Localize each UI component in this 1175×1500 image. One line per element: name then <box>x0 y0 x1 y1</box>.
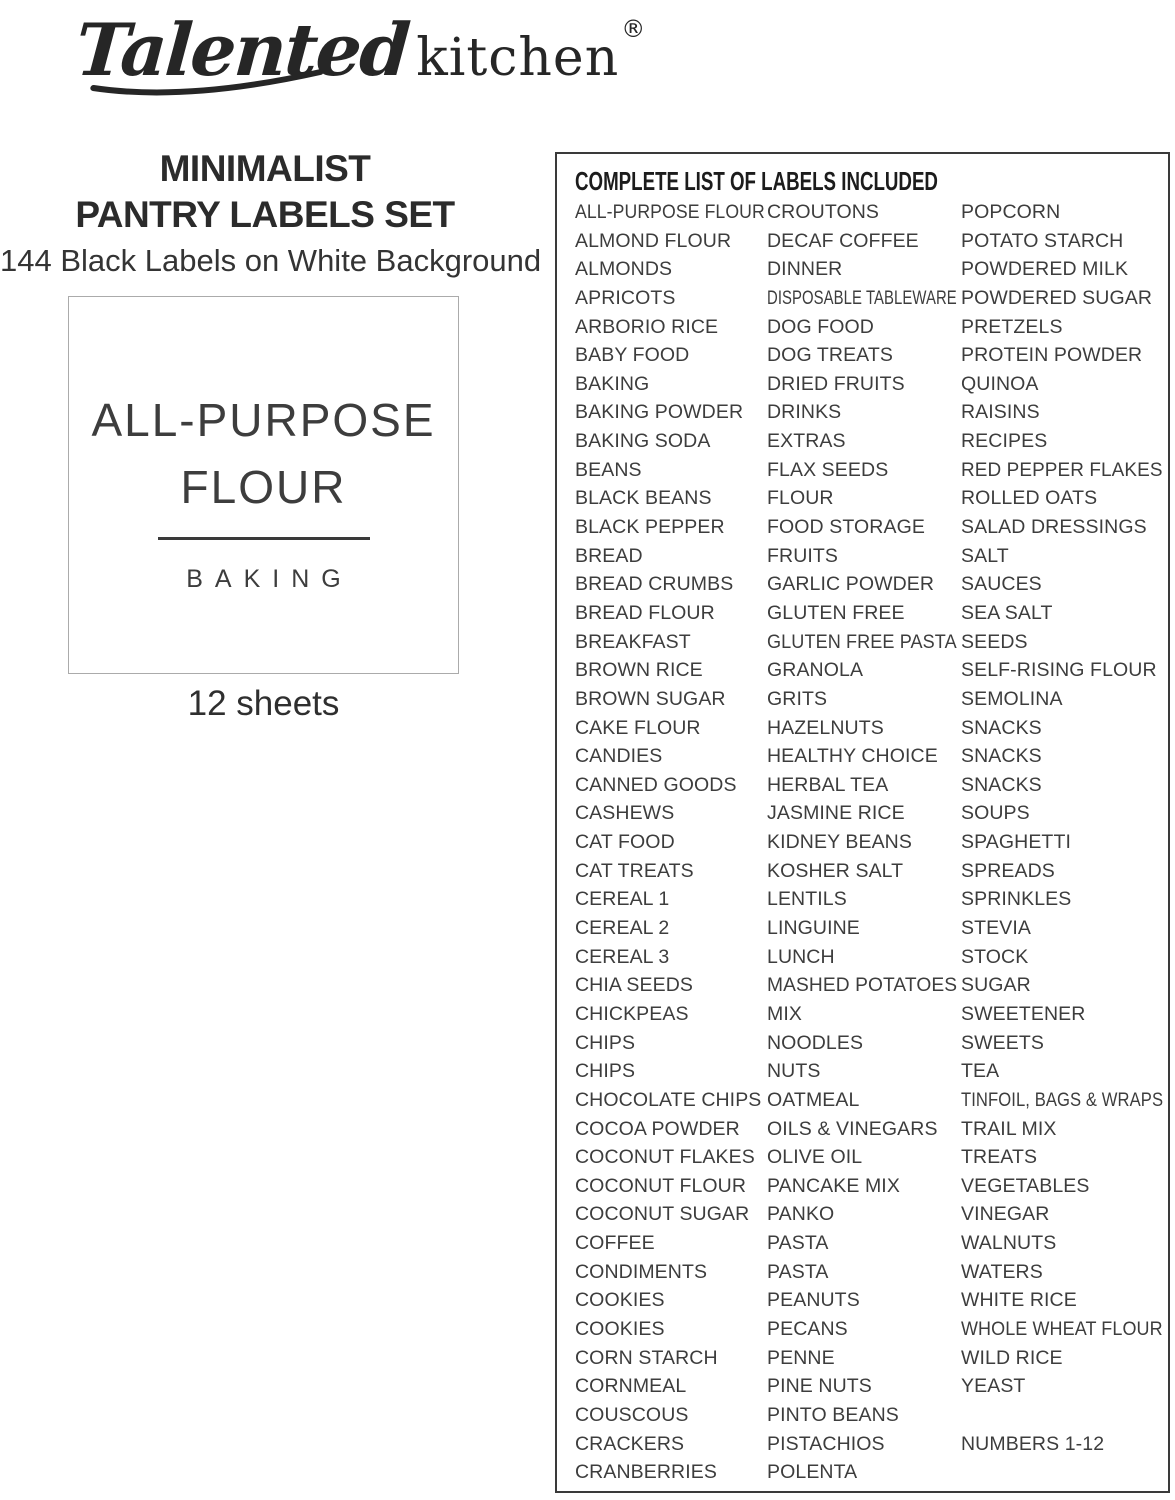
label-list-item: PEANUTS <box>767 1289 860 1312</box>
label-list-item: OATMEAL <box>767 1088 860 1111</box>
label-list-item: SEEDS <box>961 630 1028 653</box>
label-list-item: CHIPS <box>575 1031 636 1054</box>
product-heading <box>0 146 542 281</box>
label-list-item: VINEGAR <box>961 1203 1050 1226</box>
label-list-item: DINNER <box>767 258 843 281</box>
label-list-item: PINE NUTS <box>767 1375 872 1398</box>
label-list-item: HEALTHY CHOICE <box>767 745 938 768</box>
brand-logo <box>73 2 646 98</box>
label-list-item: GRITS <box>767 687 828 710</box>
label-list-item: BEANS <box>575 458 642 481</box>
label-list-item: CONDIMENTS <box>575 1260 708 1283</box>
label-list-item: PINTO BEANS <box>767 1403 899 1426</box>
label-list-item: COCOA POWDER <box>575 1117 740 1140</box>
label-list-item: OILS & VINEGARS <box>767 1117 938 1140</box>
label-list-item: BAKING SODA <box>575 430 711 453</box>
sample-label-preview <box>68 296 459 674</box>
label-list-item: SALT <box>961 544 1009 567</box>
label-list-item: LINGUINE <box>767 917 860 940</box>
label-list-item: SPRINKLES <box>961 888 1072 911</box>
label-list-item: PECANS <box>767 1317 848 1340</box>
label-list-item: BROWN RICE <box>575 659 703 682</box>
label-list-column <box>575 198 765 1487</box>
label-list-item: BAKING <box>575 372 650 395</box>
label-list-item: CORN STARCH <box>575 1346 718 1369</box>
label-list-item: BROWN SUGAR <box>575 687 726 710</box>
label-list-item: LUNCH <box>767 945 835 968</box>
brand-script-label: Talented <box>73 7 412 92</box>
label-list-item: CAT FOOD <box>575 831 675 854</box>
label-list-item: BREAD FLOUR <box>575 601 715 624</box>
label-list-item: SUGAR <box>961 974 1031 997</box>
label-list-item: CEREAL 1 <box>575 888 670 911</box>
label-list-item: WHOLE WHEAT FLOUR <box>961 1317 1163 1340</box>
label-list-item: MASHED POTATOES <box>767 974 958 997</box>
label-list-item: PENNE <box>767 1346 835 1369</box>
sample-label-line1: ALL-PURPOSE <box>91 394 436 446</box>
label-list-item: PISTACHIOS <box>767 1432 885 1455</box>
label-list-item: ALMONDS <box>575 258 673 281</box>
label-list-item: EXTRAS <box>767 430 846 453</box>
label-list-item: CEREAL 2 <box>575 917 670 940</box>
label-list-item: POWDERED MILK <box>961 258 1129 281</box>
label-list-item: DRIED FRUITS <box>767 372 905 395</box>
label-list-item <box>961 1401 1163 1430</box>
label-list-item: BAKING POWDER <box>575 401 744 424</box>
sample-label-line2: FLOUR <box>180 461 347 513</box>
label-list-item: DOG TREATS <box>767 344 893 367</box>
label-list-item: CHICKPEAS <box>575 1002 689 1025</box>
label-list-item: POLENTA <box>767 1461 858 1484</box>
label-list-item: PASTA <box>767 1232 829 1255</box>
label-list-item: CASHEWS <box>575 802 675 825</box>
label-list-item: GLUTEN FREE <box>767 601 905 624</box>
label-list-item: BLACK BEANS <box>575 487 712 510</box>
label-list-item: POTATO STARCH <box>961 229 1124 252</box>
brand-script-text <box>73 2 412 98</box>
label-list-item: WHITE RICE <box>961 1289 1077 1312</box>
label-list-item: DRINKS <box>767 401 842 424</box>
label-list-item: CANDIES <box>575 745 663 768</box>
product-title-line2: PANTRY LABELS SET <box>75 194 455 235</box>
label-list-item: CHIA SEEDS <box>575 974 694 997</box>
label-list-item: STEVIA <box>961 917 1031 940</box>
label-list-item: PRETZELS <box>961 315 1063 338</box>
label-list-item: QUINOA <box>961 372 1039 395</box>
label-list-item: SELF-RISING FLOUR <box>961 659 1157 682</box>
label-list-item: FLOUR <box>767 487 834 510</box>
label-list-item: CHOCOLATE CHIPS <box>575 1088 762 1111</box>
label-list-item: SPAGHETTI <box>961 831 1071 854</box>
label-list-item: COCONUT FLOUR <box>575 1174 747 1197</box>
label-list-item: KIDNEY BEANS <box>767 831 912 854</box>
label-list-item: FRUITS <box>767 544 839 567</box>
label-list-item: PANCAKE MIX <box>767 1174 900 1197</box>
label-list-item: COOKIES <box>575 1289 665 1312</box>
label-list-item: PANKO <box>767 1203 835 1226</box>
label-list-item: SOUPS <box>961 802 1030 825</box>
label-list-item: TRAIL MIX <box>961 1117 1057 1140</box>
label-list-item: DECAF COFFEE <box>767 229 919 252</box>
label-list-item: CORNMEAL <box>575 1375 687 1398</box>
label-list-item: LENTILS <box>767 888 847 911</box>
label-list-item: BLACK PEPPER <box>575 516 725 539</box>
label-list-item: GRANOLA <box>767 659 864 682</box>
label-list-item: CHIPS <box>575 1060 636 1083</box>
label-list-item: COUSCOUS <box>575 1403 689 1426</box>
label-list-item: COOKIES <box>575 1317 665 1340</box>
label-list-item: ROLLED OATS <box>961 487 1098 510</box>
label-list-item: RED PEPPER FLAKES <box>961 458 1163 481</box>
label-list-item: SEA SALT <box>961 601 1053 624</box>
product-subtitle: 144 Black Labels on White Background <box>0 243 542 278</box>
label-list-item: MIX <box>767 1002 802 1025</box>
label-list-item: ARBORIO RICE <box>575 315 719 338</box>
label-list-column <box>767 198 957 1487</box>
label-list-column <box>961 198 1163 1487</box>
label-list-header: COMPLETE LIST OF LABELS INCLUDED <box>575 166 938 196</box>
label-list-item: POWDERED SUGAR <box>961 286 1153 309</box>
label-list-item: OLIVE OIL <box>767 1146 863 1169</box>
label-list-item: PASTA <box>767 1260 829 1283</box>
label-list-item: COCONUT FLAKES <box>575 1146 755 1169</box>
label-list-item: GLUTEN FREE PASTA <box>767 630 957 653</box>
label-list-item: DOG FOOD <box>767 315 874 338</box>
label-list-item: SNACKS <box>961 773 1042 796</box>
sample-label-divider <box>158 537 370 540</box>
label-list-item: BABY FOOD <box>575 344 690 367</box>
label-list-item: RECIPES <box>961 430 1048 453</box>
label-list-item: TINFOIL, BAGS & WRAPS <box>961 1088 1164 1111</box>
label-list-item: PROTEIN POWDER <box>961 344 1143 367</box>
product-title-line1: MINIMALIST <box>159 148 371 189</box>
label-list-item: DISPOSABLE TABLEWARE <box>767 286 957 309</box>
label-list-item: HERBAL TEA <box>767 773 889 796</box>
label-list-item: CEREAL 3 <box>575 945 670 968</box>
label-list-item: SWEETENER <box>961 1002 1086 1025</box>
label-list-item: FLAX SEEDS <box>767 458 889 481</box>
label-list-item: SEMOLINA <box>961 687 1063 710</box>
label-list-item: WILD RICE <box>961 1346 1063 1369</box>
label-list-item: COCONUT SUGAR <box>575 1203 750 1226</box>
label-list-item: SNACKS <box>961 716 1042 739</box>
label-list-item: NUMBERS 1-12 <box>961 1432 1105 1455</box>
label-list-item: YEAST <box>961 1375 1026 1398</box>
label-list-item: NUTS <box>767 1060 821 1083</box>
label-list-item: SAUCES <box>961 573 1042 596</box>
label-list-item: POPCORN <box>961 201 1061 223</box>
label-list-item: BREAKFAST <box>575 630 691 653</box>
label-list-item: NOODLES <box>767 1031 864 1054</box>
label-list-box <box>555 152 1170 1493</box>
label-list-item: TREATS <box>961 1146 1038 1169</box>
label-list-item: VEGETABLES <box>961 1174 1090 1197</box>
label-list-item: COFFEE <box>575 1232 655 1255</box>
label-list-item: HAZELNUTS <box>767 716 884 739</box>
label-list-item: APRICOTS <box>575 286 676 309</box>
label-list-item: SPREADS <box>961 859 1055 882</box>
label-list-item: TEA <box>961 1060 1000 1083</box>
label-list-item: RAISINS <box>961 401 1040 424</box>
label-list-item: WATERS <box>961 1260 1043 1283</box>
label-list-item: KOSHER SALT <box>767 859 904 882</box>
label-list-item: CROUTONS <box>767 201 880 223</box>
label-list-item: SWEETS <box>961 1031 1044 1054</box>
label-list-item: WALNUTS <box>961 1232 1057 1255</box>
sheet-count-label: 12 sheets <box>187 684 340 723</box>
label-list-item: STOCK <box>961 945 1029 968</box>
label-list-item: CAKE FLOUR <box>575 716 701 739</box>
label-list-item: ALMOND FLOUR <box>575 229 732 252</box>
label-list-item: ALL-PURPOSE FLOUR <box>575 201 765 223</box>
label-list-item <box>961 1458 1163 1487</box>
label-list-item: BREAD <box>575 544 643 567</box>
label-list-item: GARLIC POWDER <box>767 573 935 596</box>
sample-label-category: BAKING <box>186 565 353 593</box>
registered-trademark-icon: ® <box>621 15 646 43</box>
label-list-item: FOOD STORAGE <box>767 516 925 539</box>
label-list-item: SNACKS <box>961 745 1042 768</box>
label-list-item: JASMINE RICE <box>767 802 905 825</box>
label-list-item: BREAD CRUMBS <box>575 573 734 596</box>
brand-word-label: kitchen <box>416 28 620 88</box>
label-list-item: CRACKERS <box>575 1432 685 1455</box>
brand-underline-swoosh-icon <box>87 66 327 96</box>
label-list-item: CANNED GOODS <box>575 773 737 796</box>
label-list-item: CRANBERRIES <box>575 1461 717 1484</box>
label-list-item: SALAD DRESSINGS <box>961 516 1147 539</box>
label-list-item: CAT TREATS <box>575 859 694 882</box>
